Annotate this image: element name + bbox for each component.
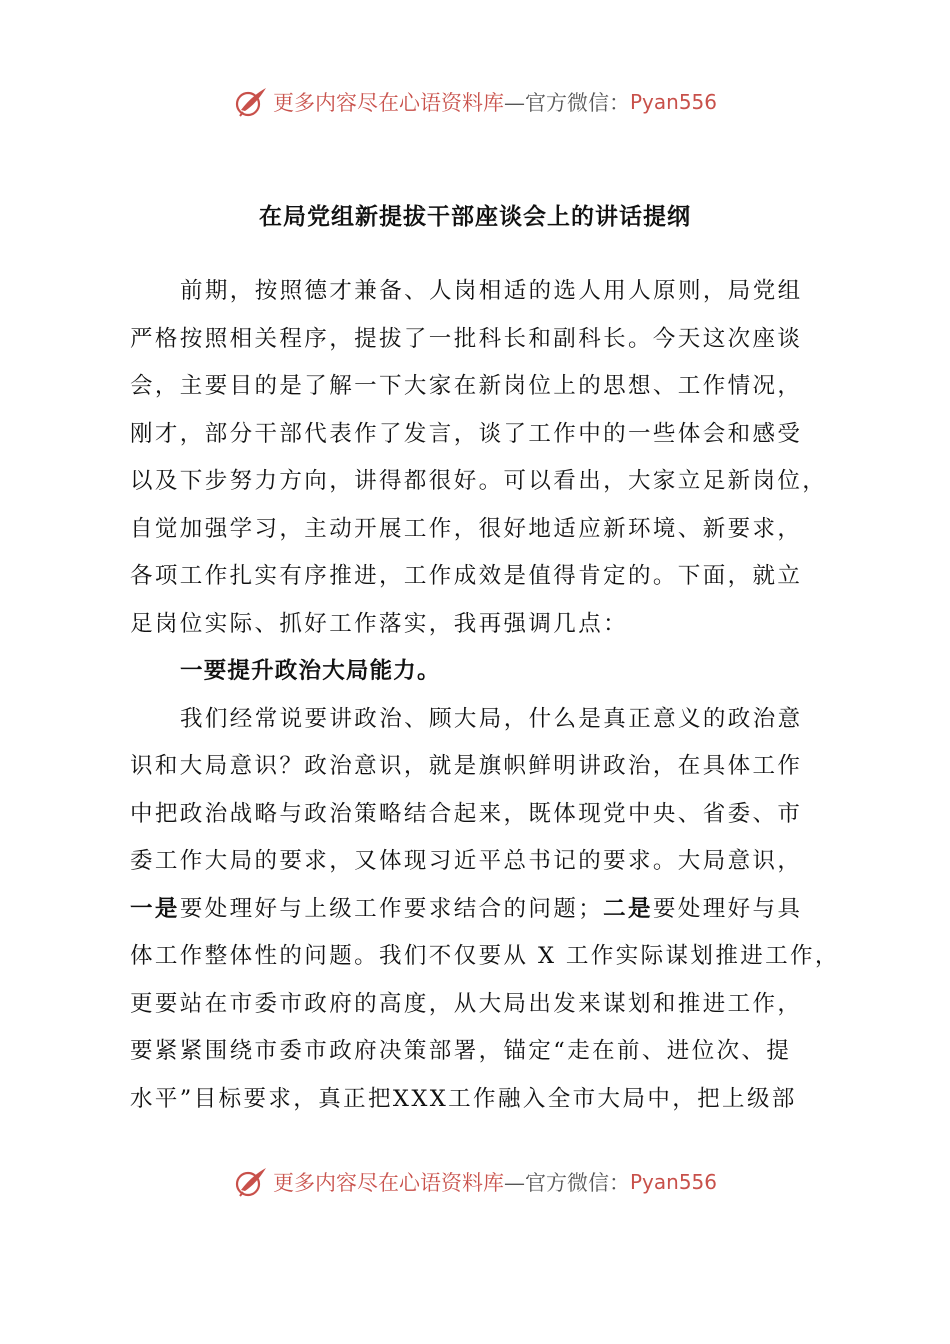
text-line: 以及下步努力方向，讲得都很好。可以看出，大家立足新岗位， bbox=[130, 468, 828, 494]
document-body bbox=[130, 268, 840, 1123]
banner-prefix: 更多内容尽在心语资料库 bbox=[272, 91, 504, 115]
text-line: 水平”目标要求，真正把XXX工作融入全市大局中，把上级部 bbox=[130, 1085, 797, 1112]
footer-banner bbox=[0, 1162, 950, 1202]
text-line: 识和大局意识？政治意识，就是旗帜鲜明讲政治，在具体工作 bbox=[130, 753, 803, 779]
text-line: 更要站在市委市政府的高度，从大局出发来谋划和推进工作， bbox=[130, 990, 803, 1017]
banner-wechat-id: Pyan556 bbox=[629, 90, 717, 114]
text-line: 体工作整体性的问题。我们不仅要从 X 工作实际谋划推进工作， bbox=[130, 943, 840, 969]
banner-wechat-id: Pyan556 bbox=[629, 1170, 717, 1194]
text-fragment: 要处理好与具 bbox=[652, 895, 803, 922]
banner-prefix: 更多内容尽在心语资料库 bbox=[272, 1171, 504, 1195]
banner-middle: —官方微信： bbox=[503, 91, 630, 115]
text-line: 委工作大局的要求，又体现习近平总书记的要求。大局意识， bbox=[130, 848, 803, 874]
quill-pen-logo-icon bbox=[233, 84, 269, 120]
text-line: 会，主要目的是了解一下大家在新岗位上的思想、工作情况， bbox=[130, 373, 803, 399]
text-line: 严格按照相关程序，提拔了一批科长和副科长。今天这次座谈 bbox=[130, 325, 803, 352]
text-line: 自觉加强学习，主动开展工作，很好地适应新环境、新要求， bbox=[130, 515, 803, 542]
text-line: 要紧紧围绕市委市政府决策部署，锚定“走在前、进位次、提 bbox=[130, 1038, 792, 1064]
quill-pen-logo-icon bbox=[233, 1164, 269, 1200]
text-line: 我们经常说要讲政治、顾大局，什么是真正意义的政治意 bbox=[180, 705, 803, 732]
text-line: 刚才，部分干部代表作了发言，谈了工作中的一些体会和感受 bbox=[130, 420, 803, 447]
text-line: 各项工作扎实有序推进，工作成效是值得肯定的。下面，就立 bbox=[130, 563, 803, 589]
document-title: 在局党组新提拔干部座谈会上的讲话提纲 bbox=[259, 204, 691, 230]
text-line: 中把政治战略与政治策略结合起来，既体现党中央、省委、市 bbox=[130, 800, 803, 827]
text-fragment: 要处理好与上级工作要求结合的问题； bbox=[179, 895, 604, 922]
section-heading: 一要提升政治大局能力。 bbox=[180, 658, 441, 684]
text-line-with-emphasis bbox=[130, 886, 830, 934]
banner-middle: —官方微信： bbox=[503, 1171, 630, 1195]
emphasis-first: 一是 bbox=[130, 895, 180, 922]
text-line: 前期，按照德才兼备、人岗相适的选人用人原则，局党组 bbox=[180, 278, 803, 304]
emphasis-second: 二是 bbox=[603, 895, 653, 922]
header-banner bbox=[0, 82, 950, 122]
text-line: 足岗位实际、抓好工作落实，我再强调几点： bbox=[130, 610, 629, 637]
